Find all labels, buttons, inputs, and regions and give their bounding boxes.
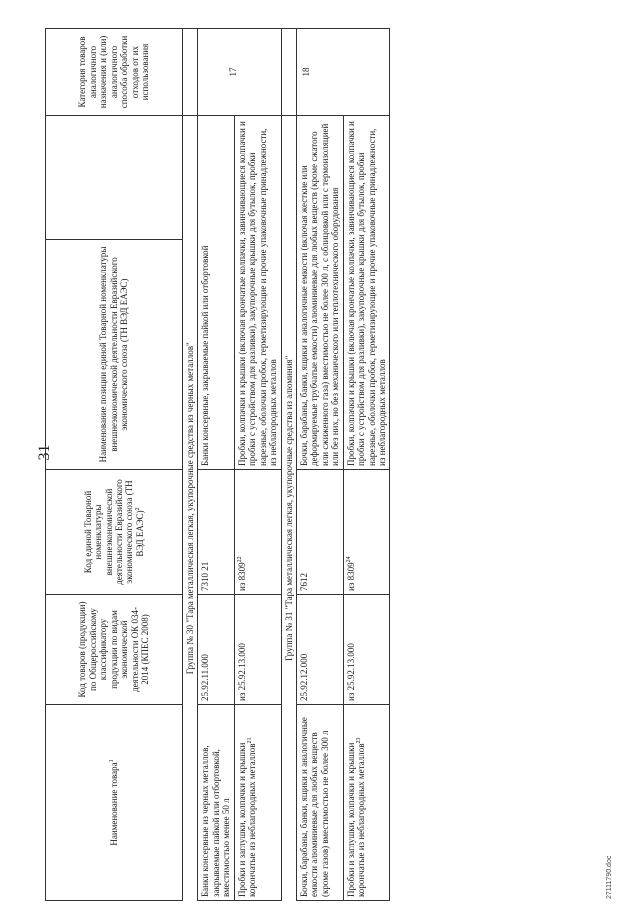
- group-category: [281, 29, 296, 116]
- cell-name: Пробки и заглушки, колпачки и крышки корончатые из неблагородных металлов$^{21}$: [234, 705, 281, 901]
- header-okpd: Код товаров (продукции) по Общероссийскому классификатору продукции по видам экономической деятельности ОК 034-2014 (КПЕС 2008): [46, 595, 183, 705]
- cell-okpd: 25.92.12.000: [296, 595, 343, 705]
- cell-tnved-code: из 8309$^{24}$: [343, 470, 390, 595]
- cell-tnved-name: Бочки, барабаны, банки, ящики и аналогичные емкости (включая жесткие или деформируемые трубчатые емкости) алюминиевые для любых веществ (кроме сжатого или сжиженного газа) вместимостью не более 300 л, с облицовкой или с термоизоляцией или без них, но без механического или теплотехнического оборудования: [296, 116, 343, 470]
- header-category: Категория товаров аналогичного назначения и (или) аналогичного способа обработки отходов от их использования: [46, 29, 183, 116]
- table-row: [343, 29, 390, 901]
- cell-name: Пробки и заглушки, колпачки и крышки корончатые из неблагородных металлов$^{23}$: [343, 705, 390, 901]
- goods-table: [45, 28, 390, 901]
- cell-category: 18: [296, 29, 390, 116]
- header-name: Наименование товара$^1$: [46, 705, 183, 901]
- header-tnved-code: Код единой Товарной номенклатуры внешнеэкономической деятельности Евразийского экономического союза (ТН ВЭД ЕАЭС)$^2$: [46, 470, 183, 595]
- cell-category: 17: [198, 29, 281, 116]
- header-spacer: [46, 116, 183, 240]
- group-row: [183, 29, 198, 901]
- document-code: 27111790.doc: [606, 855, 613, 899]
- cell-tnved-code: 7612: [296, 470, 343, 595]
- group-title: Группа № 30 "Тара металлическая легкая, укупорочные средства из черных металлов": [183, 116, 198, 901]
- cell-tnved-name: Банки консервные, закрываемые пайкой или отбортовкой: [198, 116, 234, 470]
- table-row: [234, 29, 281, 901]
- group-title: Группа № 31 "Тара металлическая легкая, укупорочные средства из алюминия": [281, 116, 296, 901]
- cell-name: Банки консервные из черных металлов, закрываемые пайкой или отбортовкой, вместимостью менее 50 л: [198, 705, 234, 901]
- page-number: 31: [36, 444, 53, 461]
- cell-okpd: из 25.92.13.000: [234, 595, 281, 705]
- cell-tnved-name: Пробки, колпачки и крышки (включая крончатые колпачки, завинчивающиеся колпачки и пробки с устройством для разливки), закупорочные крышки для бутылок, пробки нарезные, оболочки пробок, герметизирующие и прочие упаковочные принадлежности, из неблагородных металлов: [343, 116, 390, 470]
- header-tnved-name: Наименование позиции единой Товарной номенклатуры внешнеэкономической деятельности Евразийского экономического союза (ТН ВЭД ЕАЭС): [46, 240, 183, 470]
- group-row: [281, 29, 296, 901]
- cell-tnved-code: 7310 21: [198, 470, 234, 595]
- cell-tnved-name: Пробки, колпачки и крышки (включая крончатые колпачки, завинчивающиеся колпачки и пробки с устройством для разливки), закупорочные крышки для бутылок, пробки нарезные, оболочки пробок, герметизирующие и прочие упаковочные принадлежности, из неблагородных металлов: [234, 116, 281, 470]
- cell-okpd: 25.92.11.000: [198, 595, 234, 705]
- group-category: [183, 29, 198, 116]
- cell-name: Бочки, барабаны, банки, ящики и аналогичные емкости алюминиевые для любых веществ (кроме газов) вместимостью не более 300 л: [296, 705, 343, 901]
- table-row: [296, 29, 343, 901]
- table-row: [198, 29, 234, 901]
- cell-okpd: из 25.92.13.000: [343, 595, 390, 705]
- cell-tnved-code: из 8309$^{22}$: [234, 470, 281, 595]
- table-header: [46, 29, 183, 901]
